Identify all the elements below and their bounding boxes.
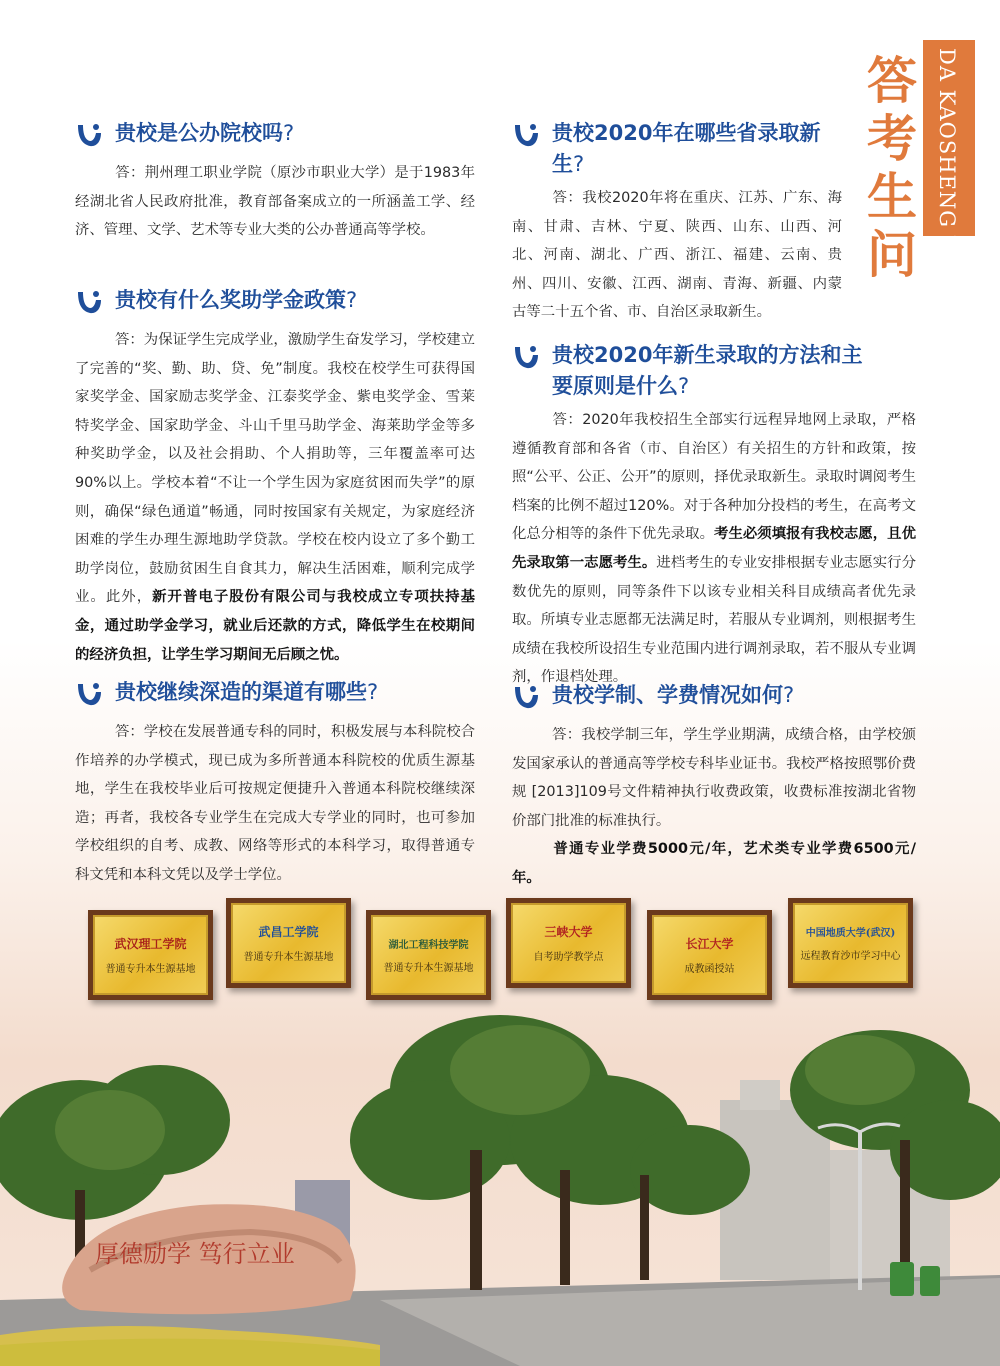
answer-text: 答：学校在发展普通专科的同时，积极发展与本科院校合作培养的办学模式，现已成为多所普通本科院校的优质生源基地，学生在我校毕业后可按规定便捷升入普通本科院校继续深造；再者，我校各专业学生在完成大专学业的同时，也可参加学校组织的自考、成教、网络等形式的本科学习，取得普通专科文凭和本科文凭以及学士学位。: [75, 724, 475, 883]
question-title: 贵校是公办院校吗?: [115, 121, 295, 145]
answer-bold-text: 考生必须填报有我校志愿，且优先录取第一志愿考生。: [512, 526, 916, 571]
question-title: 贵校2020年新生录取的方法和主要原则是什么?: [552, 343, 863, 398]
question-bullet-icon: [512, 343, 540, 371]
question-title: 贵校有什么奖助学金政策?: [115, 288, 358, 312]
plaque: 长江大学 成教函授站: [647, 910, 772, 1000]
question-title: 贵校继续深造的渠道有哪些?: [115, 680, 379, 704]
plaque: 湖北工程科技学院 普通专升本生源基地: [366, 910, 491, 1000]
faq-admission-rules: [512, 340, 916, 692]
question-bullet-icon: [512, 121, 540, 149]
faq-public-school: [75, 118, 475, 245]
campus-photo: [0, 1000, 1000, 1366]
rock-motto: 厚德励学 笃行立业: [95, 1240, 295, 1268]
side-title-chinese: 答考生问: [867, 52, 917, 284]
partner-plaques: [0, 890, 1000, 1010]
plaque: 中国地质大学(武汉) 远程教育沙市学习中心: [788, 898, 913, 988]
answer-text: 答：我校学制三年，学生学业期满，成绩合格，由学校颁发国家承认的普通高等学校专科毕业证书。我校严格按照鄂价费规 [2013]109号文件精神执行收费政策，收费标准按湖北省物价部门批准的标准执行。 普通专业学费5000元/年，艺术类专业学费6500元/年。: [512, 727, 916, 886]
question-bullet-icon: [75, 121, 103, 149]
question-title: 贵校2020年在哪些省录取新生?: [552, 121, 821, 176]
plaque: 三峡大学 自考助学教学点: [506, 898, 631, 988]
plaque: 武昌工学院 普通专升本生源基地: [226, 898, 351, 988]
faq-scholarship-policy: [75, 285, 475, 669]
answer-text: 答：2020年我校招生全部实行远程异地网上录取，严格遵循教育部和各省（市、自治区）有关招生的方针和政策，按照“公平、公正、公开”的原则，择优录取新生。录取时调阅考生档案的比例不超过120%。对于各种加分投档的考生，在高考文化总分相等的条件下优先录取。考生必须填报有我校志愿，且优先录取第一志愿考生。进档考生的专业安排根据专业志愿实行分数优先的原则，同等条件下以该专业相关科目成绩高者优先录取。所填专业志愿都无法满足时，若服从专业调剂，则根据考生成绩在我校所设招生专业范围内进行调剂录取，若不服从专业调剂，作退档处理。: [512, 412, 916, 686]
question-bullet-icon: [75, 680, 103, 708]
side-title-latin: DA KAOSHENG WEN: [935, 48, 959, 295]
answer-text: 答：为保证学生完成学业，激励学生奋发学习，学校建立了完善的“奖、勤、助、贷、免”制度。我校在校学生可获得国家奖学金、国家励志奖学金、江泰奖学金、紫电奖学金、雪莱特奖学金、国家助学金、斗山千里马助学金、海莱助学金等多种奖助学金，以及社会捐助、个人捐助等，三年覆盖率可达90%以上。学校本着“不让一个学生因为家庭贫困而失学”的原则，确保“绿色通道”畅通，同时按国家有关规定，为家庭经济困难的学生办理生源地助学贷款。学校在校内设立了多个勤工助学岗位，鼓励贫困生自食其力，解决生活困难，顺利完成学业。此外，新开普电子股份有限公司与我校成立专项扶持基金，通过助学金学习，就业后还款的方式，降低学生在校期间的经济负担，让学生学习期间无后顾之忧。: [75, 332, 475, 663]
faq-tuition: [512, 680, 916, 893]
answer-text: 答：荆州理工职业学院（原沙市职业大学）是于1983年经湖北省人民政府批准，教育部备案成立的一所涵盖工学、经济、管理、文学、艺术等专业大类的公办普通高等学校。: [75, 165, 475, 239]
plaque: 武汉理工学院 普通专升本生源基地: [88, 910, 213, 1000]
question-bullet-icon: [75, 288, 103, 316]
faq-2020-provinces: [512, 118, 842, 327]
faq-further-study: [75, 677, 475, 890]
tuition-fee-text: 普通专业学费5000元/年，艺术类专业学费6500元/年。: [512, 841, 916, 886]
question-title: 贵校学制、学费情况如何?: [552, 683, 795, 707]
answer-text: 答：我校2020年将在重庆、江苏、广东、海南、甘肃、吉林、宁夏、陕西、山东、山西、河北、河南、湖北、广西、浙江、福建、云南、贵州、四川、安徽、江西、湖南、青海、新疆、内蒙古等二十五个省、市、自治区录取新生。: [512, 190, 842, 321]
side-tab: [923, 40, 975, 295]
answer-bold-text: 新开普电子股份有限公司与我校成立专项扶持基金，通过助学金学习，就业后还款的方式，降低学生在校期间的经济负担，让学生学习期间无后顾之忧。: [75, 589, 475, 663]
question-bullet-icon: [512, 683, 540, 711]
